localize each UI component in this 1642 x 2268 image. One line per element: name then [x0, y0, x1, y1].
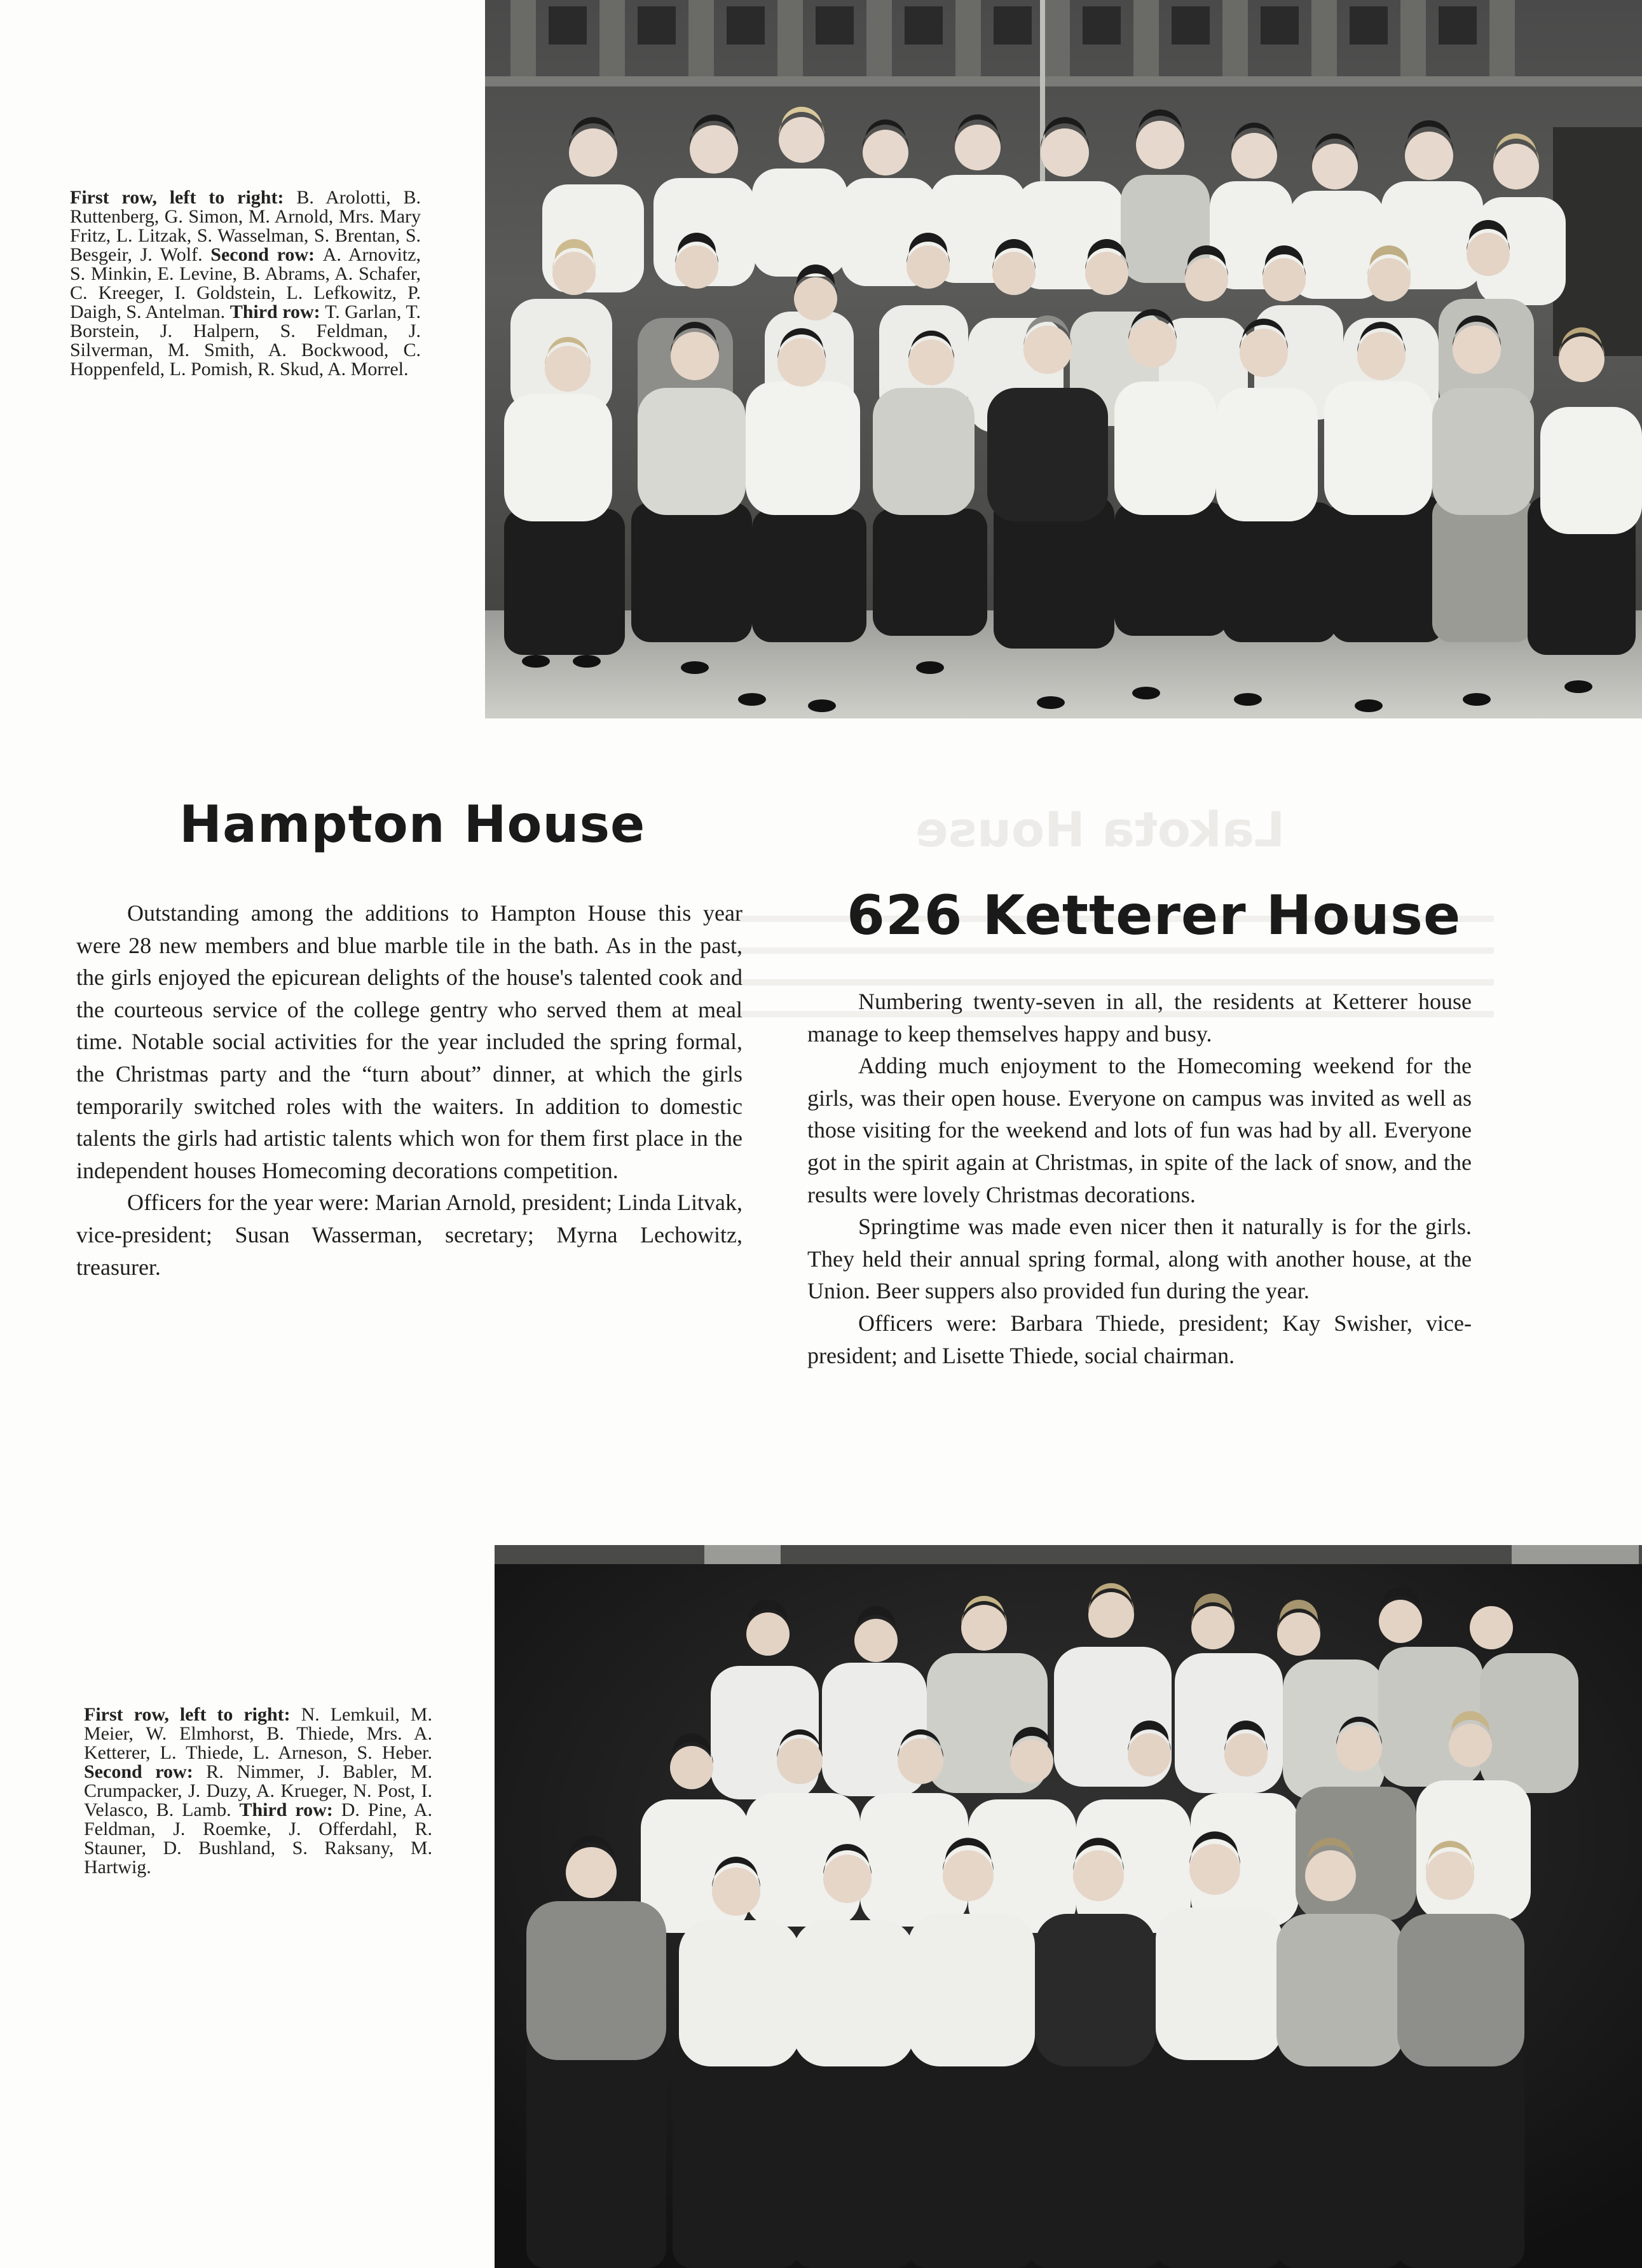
article-paragraph: Springtime was made even nicer then it naturally is for the girls. They held their annual spring formal, along with another house, at the Union. Beer suppers also provided fun during the year.: [807, 1214, 1472, 1304]
ketterer-photo-caption: [84, 1705, 432, 1877]
article-paragraph: Officers for the year were: Marian Arnold, president; Linda Litvak, vice-president; Susan Wasserman, secretary; Myrna Lechowitz, treasurer.: [76, 1190, 742, 1280]
hampton-house-heading: Hampton House: [179, 795, 646, 854]
caption-names: A. Arnovitz, S. Minkin, E. Levine, B. Abrams, A. Schafer, C. Kreeger, I. Goldstein, L. Lefkowitz, P. Daigh, S. Antelman.: [70, 244, 421, 322]
hampton-photo-caption: [70, 188, 421, 379]
caption-names: N. Lemkuil, M. Meier, W. Elmhorst, B. Thiede, Mrs. A. Ketterer, L. Thiede, L. Arneson, S. Heber.: [84, 1704, 432, 1763]
show-through-heading: Lakota House: [915, 801, 1285, 858]
caption-row-label: Third row:: [229, 301, 325, 322]
caption-row-label: First row, left to right:: [84, 1704, 301, 1725]
article-paragraph: Outstanding among the additions to Hampton House this year were 28 new members and blue marble tile in the bath. As in the past, the girls enjoyed the epicurean delights of the house's talented cook and the courteous service of the college gentry who served them at meal time. Notable social activities for the year included the spring formal, the Christmas party and the “turn about” dinner, at which the girls temporarily switched roles with the waiters. In addition to domestic talents the girls had artistic talents which won for them first place in the independent houses Homecoming decorations competition.: [76, 900, 742, 1183]
caption-names: R. Nimmer, J. Babler, M. Crumpacker, J. Duzy, A. Krueger, N. Post, I. Velasco, B. Lamb.: [84, 1761, 432, 1820]
hampton-house-article: [76, 897, 742, 1283]
caption-names: D. Pine, A. Feldman, J. Roemke, J. Offerdahl, R. Stauner, D. Bushland, S. Raksany, M. Hartwig.: [84, 1799, 432, 1878]
article-paragraph: Officers were: Barbara Thiede, president; Kay Swisher, vice-president; and Lisette Thiede, social chairman.: [807, 1310, 1472, 1368]
caption-row-label: Second row:: [84, 1761, 207, 1782]
article-paragraph: Numbering twenty-seven in all, the residents at Ketterer house manage to keep themselves happy and busy.: [807, 989, 1472, 1047]
caption-names: B. Arolotti, B. Ruttenberg, G. Simon, M. Arnold, Mrs. Mary Fritz, L. Litzak, S. Wasselman, S. Brentan, S. Besgeir, J. Wolf.: [70, 187, 421, 265]
ketterer-house-heading: 626 Ketterer House: [847, 884, 1461, 947]
caption-row-label: First row, left to right:: [70, 187, 297, 208]
ketterer-house-article: [807, 986, 1472, 1371]
caption-row-label: Third row:: [239, 1799, 341, 1820]
caption-names: T. Garlan, T. Borstein, J. Halpern, S. Feldman, J. Silverman, M. Smith, A. Bockwood, C. Hoppenfeld, L. Pomish, R. Skud, A. Morrel.: [70, 301, 421, 380]
caption-row-label: Second row:: [210, 244, 323, 265]
ketterer-group-photo: [495, 1545, 1642, 2268]
hampton-group-photo: [485, 0, 1642, 718]
article-paragraph: Adding much enjoyment to the Homecoming weekend for the girls, was their open house. Everyone on campus was invited as well as those visiting for the weekend and lots of fun was had by all. Everyone got in the spirit again at Christmas, in spite of the lack of snow, and the results were lovely Christmas decorations.: [807, 1053, 1472, 1207]
